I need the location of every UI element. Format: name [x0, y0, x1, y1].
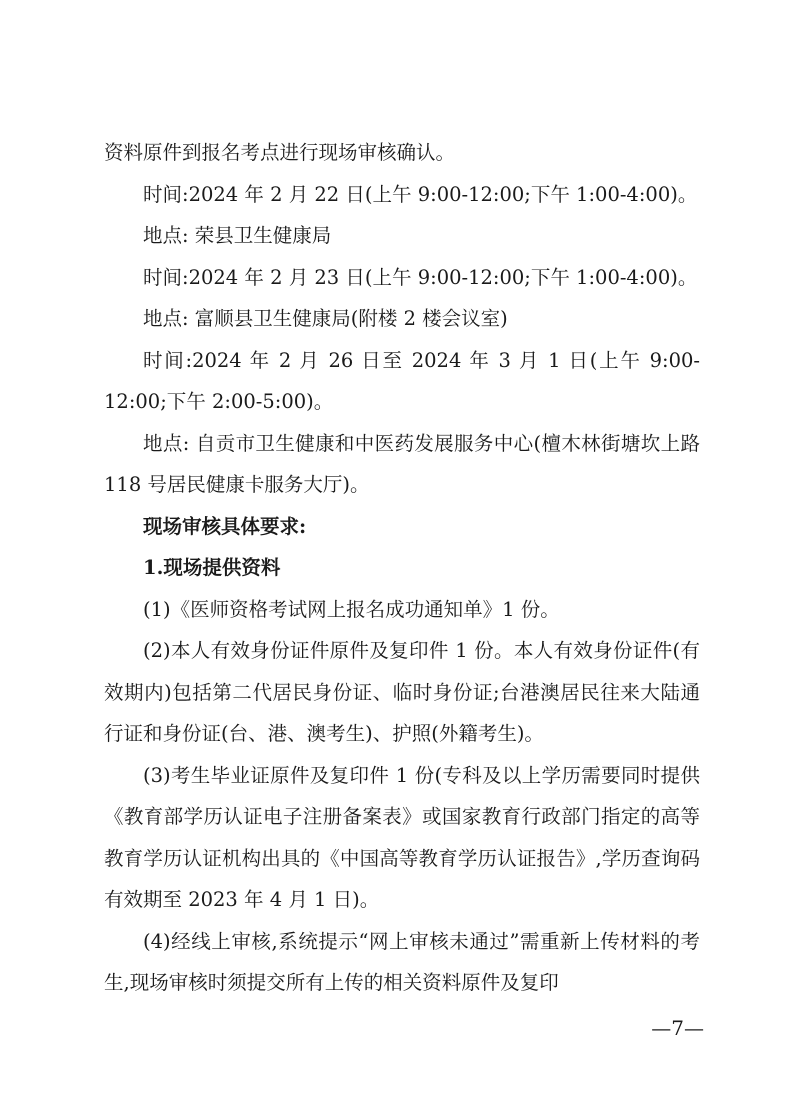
- paragraph: (1)《医师资格考试网上报名成功通知单》1 份。: [143, 597, 560, 621]
- section-heading: 现场审核具体要求:: [143, 514, 307, 538]
- subsection-heading: 1.现场提供资料: [143, 556, 281, 579]
- paragraph: 地点: 荣县卫生健康局: [143, 224, 332, 247]
- paragraph: (2)本人有效身份证件原件及复印件 1 份。本人有效身份证件(有效期内)包括第二代居民身份证、临时身份证;台港澳居民往来大陆通行证和身份证(台、港、澳考生)、护照(外籍考生)。: [104, 639, 700, 745]
- paragraph: 时间:2024 年 2 月 23 日(上午 9:00-12:00;下午 1:00-4:00)。: [143, 265, 698, 289]
- paragraph: 时间:2024 年 2 月 22 日(上午 9:00-12:00;下午 1:00-4:00)。: [143, 182, 698, 206]
- paragraph: 资料原件到报名考点进行现场审核确认。: [104, 141, 456, 164]
- paragraph: 地点: 自贡市卫生健康和中医药发展服务中心(檀木林街塘坎上路 118 号居民健康卡服务大厅)。: [104, 431, 700, 496]
- paragraph: 时间:2024 年 2 月 26 日至 2024 年 3 月 1 日(上午 9:00-12:00;下午 2:00-5:00)。: [104, 348, 700, 413]
- paragraph: 地点: 富顺县卫生健康局(附楼 2 楼会议室): [143, 307, 508, 330]
- document-body: [104, 132, 700, 1004]
- paragraph: (3)考生毕业证原件及复印件 1 份(专科及以上学历需要同时提供《教育部学历认证电子注册备案表》或国家教育行政部门指定的高等教育学历认证机构出具的《中国高等教育学历认证报告》,学历查询码有效期至 2023 年 4 月 1 日)。: [104, 763, 700, 911]
- paragraph: (4)经线上审核,系统提示“网上审核未通过”需重新上传材料的考生,现场审核时须提交所有上传的相关资料原件及复印: [104, 929, 700, 994]
- page-number: —7—: [651, 1016, 704, 1040]
